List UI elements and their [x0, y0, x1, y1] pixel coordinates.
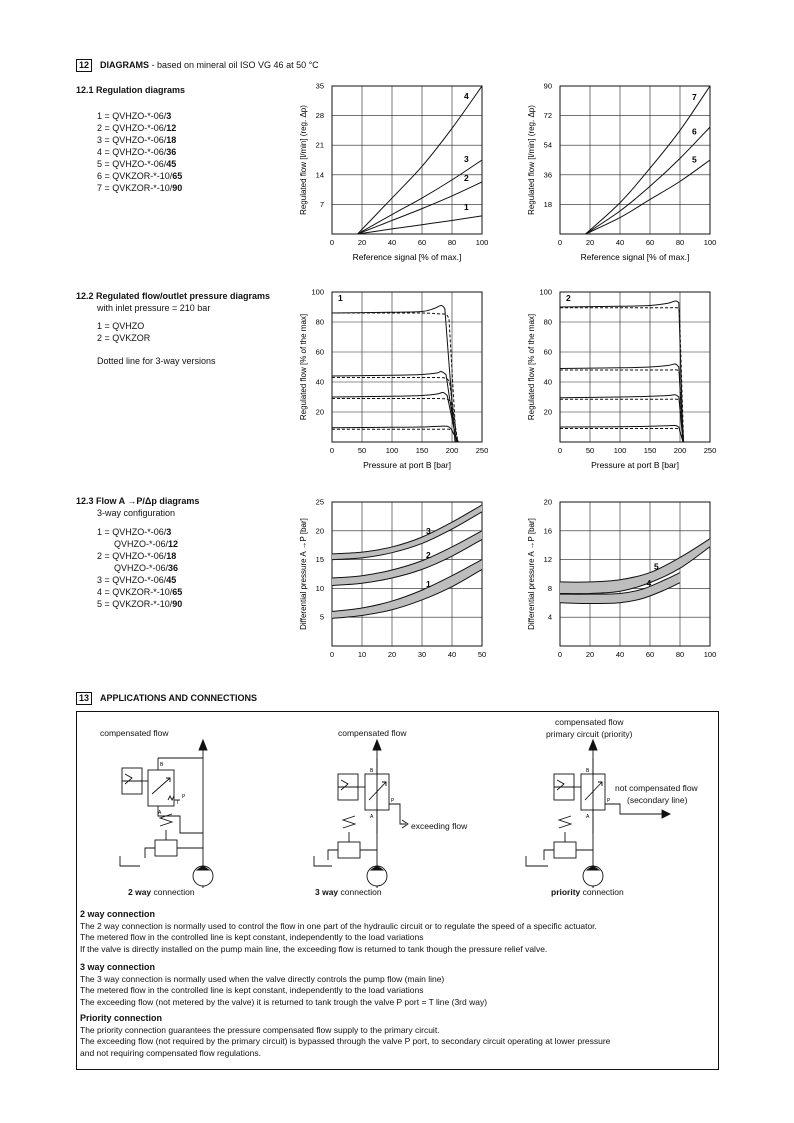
y-tick-label: 14: [315, 170, 324, 180]
x-tick-label: 20: [387, 650, 397, 659]
y-tick-label: 28: [315, 111, 324, 121]
schematic-label: exceeding flow: [411, 821, 468, 831]
caption-rest: connection: [580, 887, 624, 897]
schematic-label: compensated flow: [555, 717, 624, 727]
series-line: [560, 308, 684, 442]
series-line: [332, 429, 459, 442]
subsection-subline-12-2: with inlet pressure = 210 bar: [97, 303, 211, 313]
series-line: [332, 377, 457, 442]
x-axis-label: Pressure at port B [bar]: [363, 460, 451, 470]
series-line: [358, 160, 483, 234]
model-code: QVHZO-*-06/: [112, 111, 167, 121]
paragraph-line: and not requiring compensated flow regulations.: [80, 1047, 261, 1058]
y-tick-label: 4: [547, 612, 552, 622]
model-item: [97, 182, 182, 194]
port-label: B: [370, 768, 374, 774]
y-tick-label: 20: [315, 407, 324, 417]
band-label: 2: [426, 549, 431, 560]
y-axis-label: Regulated flow [% of the max]: [527, 313, 536, 421]
y-tick-label: 40: [543, 377, 552, 387]
y-tick-label: 8: [547, 583, 552, 593]
series-label: 1: [464, 202, 469, 213]
paragraph-line: The exceeding flow (not metered by the valve) it is returned to tank trough the valve P port = T line (3rd way): [80, 996, 488, 1007]
model-code: QVHZO-*-06/: [112, 123, 167, 133]
x-tick-label: 0: [329, 446, 335, 455]
x-tick-label: 40: [387, 238, 397, 247]
series-label: 3: [464, 153, 469, 164]
x-tick-label: 40: [615, 238, 625, 247]
model-code: QVKZOR-*-10/: [112, 183, 173, 193]
y-tick-label: 15: [315, 555, 324, 565]
x-tick-label: 0: [329, 650, 335, 659]
paragraph-line: If the valve is directly installed on the pump main line, the exceeding flow is returned to tank though the pressure relief valve.: [80, 943, 548, 954]
model-size: 3: [166, 527, 172, 537]
model-size: 65: [172, 587, 183, 597]
model-item: [97, 170, 182, 182]
y-tick-label: 80: [315, 317, 324, 327]
model-size: 45: [166, 575, 177, 585]
subsection-heading-12-2: 12.2 Regulated flow/outlet pressure diagrams: [76, 291, 271, 301]
series-line: [332, 426, 458, 442]
model-size: 12: [166, 123, 177, 133]
regulation-chart-small: [290, 78, 500, 268]
y-tick-label: 18: [543, 199, 552, 209]
model-item: [97, 526, 171, 538]
x-tick-label: 50: [357, 446, 367, 455]
x-tick-label: 250: [475, 446, 489, 455]
plot-area: [332, 306, 459, 443]
model-item: [97, 538, 178, 550]
paragraph-heading: Priority connection: [80, 1013, 163, 1023]
x-axis-label: Reference signal [% of max.]: [352, 252, 462, 262]
tank-symbol: [526, 856, 548, 866]
series-label: 5: [692, 154, 697, 165]
subsection-heading-12-1: 12.1 Regulation diagrams: [76, 85, 186, 95]
y-tick-label: 60: [315, 347, 324, 357]
x-tick-label: 30: [417, 650, 427, 659]
model-code: QVHZO-*-06/: [112, 147, 167, 157]
x-tick-label: 20: [585, 238, 595, 247]
series-line: [560, 364, 683, 442]
x-tick-label: 40: [615, 650, 625, 659]
y-tick-label: 25: [315, 497, 324, 507]
series-line: [332, 306, 455, 443]
model-index: 2 =: [97, 123, 113, 133]
paragraph-3-way: [80, 962, 714, 1008]
valve-body: [148, 770, 174, 806]
tank-symbol: [314, 856, 332, 866]
schematic-label: compensated flow: [100, 728, 169, 738]
model-code: QVHZO-*-06/: [114, 563, 169, 573]
model-code: QVHZO-*-06/: [112, 575, 167, 585]
schematic-label: primary circuit (priority): [546, 729, 633, 739]
plot-area: [560, 539, 710, 604]
model-index: 5 =: [97, 599, 113, 609]
port-label: T: [176, 800, 180, 806]
x-tick-label: 80: [447, 238, 457, 247]
chart-annotation: 2: [566, 293, 571, 303]
series-line: [560, 399, 684, 442]
y-tick-label: 80: [543, 317, 552, 327]
y-axis-label: Differential pressure A →P [bar]: [299, 518, 308, 630]
model-item: [97, 574, 176, 586]
section-number: 12: [76, 59, 92, 72]
schematic-label: (secondary line): [627, 795, 688, 805]
x-tick-label: 100: [613, 446, 627, 455]
model-item: [97, 586, 182, 598]
port-label: A: [370, 814, 374, 820]
y-tick-label: 16: [543, 526, 552, 536]
flow-arrow-up: [199, 740, 207, 750]
y-tick-label: 72: [543, 111, 552, 121]
paragraph-priority: [80, 1013, 714, 1059]
model-code: QVHZO-*-06/: [112, 527, 167, 537]
relief-valve: [338, 842, 360, 858]
y-tick-label: 100: [311, 287, 324, 297]
band-label: 5: [654, 561, 659, 572]
port-label: P: [182, 794, 186, 800]
schematic-label: not compensated flow: [615, 783, 698, 793]
relief-valve: [554, 842, 576, 858]
x-tick-label: 0: [329, 238, 335, 247]
paragraph-heading: 3 way connection: [80, 962, 156, 972]
plot-frame: [560, 502, 710, 646]
y-tick-label: 54: [543, 140, 552, 150]
y-tick-label: 5: [319, 612, 324, 622]
model-size: 18: [166, 135, 177, 145]
model-size: 45: [166, 159, 177, 169]
port-label: B: [160, 762, 164, 768]
series-label: 6: [692, 126, 697, 137]
model-index: 3 =: [97, 135, 113, 145]
y-tick-label: 100: [539, 287, 552, 297]
paragraph-2-way: [80, 909, 714, 955]
model-item: [97, 550, 176, 562]
chart-grid: [560, 502, 710, 646]
section-title-rest: - based on mineral oil ISO VG 46 at 50 °C: [149, 60, 319, 70]
x-tick-label: 0: [557, 446, 563, 455]
model-index: 3 =: [97, 575, 113, 585]
model-index: 4 =: [97, 147, 113, 157]
model-index: 1 =: [97, 111, 113, 121]
model-code: QVKZOR-*-10/: [112, 587, 173, 597]
flow-pressure-chart-qvkzor: [518, 284, 728, 476]
model-item: 2 = QVKZOR: [97, 333, 151, 343]
model-size: 90: [172, 183, 183, 193]
model-index: 6 =: [97, 171, 113, 181]
model-item: [97, 122, 176, 134]
model-index: 1 =: [97, 527, 113, 537]
chart-grid: [560, 86, 710, 234]
model-item: [97, 146, 176, 158]
dotted-line-note: Dotted line for 3-way versions: [97, 356, 216, 366]
model-size: 36: [166, 147, 177, 157]
subsection-heading-12-3: 12.3 Flow A →P/Δp diagrams: [76, 496, 200, 506]
plot-frame: [560, 86, 710, 234]
section-number: 13: [76, 692, 92, 705]
schematic-priority: [520, 738, 690, 888]
x-tick-label: 60: [645, 650, 655, 659]
x-axis-label: Reference signal [% of max.]: [580, 252, 690, 262]
paragraph-line: The metered flow in the controlled line is kept constant, independently to the load variations: [80, 985, 424, 996]
x-tick-label: 100: [475, 238, 489, 247]
series-line: [332, 392, 457, 442]
band-label: 4: [646, 578, 652, 589]
model-size: 65: [172, 171, 183, 181]
model-index: 7 =: [97, 183, 113, 193]
chart-grid: [332, 86, 482, 234]
plot-frame: [332, 86, 482, 234]
series-line: [332, 398, 458, 442]
section-title: APPLICATIONS AND CONNECTIONS: [100, 693, 258, 703]
model-size: 12: [168, 539, 179, 549]
chart-annotation: 1: [338, 293, 343, 303]
paragraph-line: The metered flow in the controlled line is kept constant, independently to the load variations: [80, 932, 424, 943]
x-tick-label: 100: [385, 446, 399, 455]
schematic-3-way: [310, 738, 420, 888]
y-tick-label: 20: [543, 407, 552, 417]
paragraph-heading: 2 way connection: [80, 909, 156, 919]
model-index: 2 =: [97, 551, 113, 561]
x-axis-label: Pressure at port B [bar]: [591, 460, 679, 470]
y-axis-label: Differential pressure A →P [bar]: [527, 518, 536, 630]
caption-rest: connection: [151, 887, 195, 897]
model-code: QVHZO-*-06/: [112, 551, 167, 561]
x-tick-label: 0: [557, 650, 563, 659]
y-tick-label: 20: [315, 526, 324, 536]
tank-symbol: [120, 856, 140, 866]
caption-bold: 2 way: [128, 887, 152, 897]
y-tick-label: 21: [315, 140, 324, 150]
model-size: 3: [166, 111, 172, 121]
y-axis-label: Regulated flow [l/min] (reg. Δp): [299, 105, 308, 215]
regulation-chart-large: [518, 78, 728, 268]
model-code: QVHZO-*-06/: [114, 539, 169, 549]
y-tick-label: 35: [315, 81, 324, 91]
x-tick-label: 80: [675, 650, 685, 659]
flow-pressure-chart-qvhzo: [290, 284, 500, 476]
band-label: 3: [426, 526, 431, 537]
y-tick-label: 36: [543, 170, 552, 180]
model-size: 90: [172, 599, 183, 609]
port-label: A: [586, 814, 590, 820]
port-label: A: [158, 810, 162, 816]
subsection-subline-12-3: 3-way configuration: [97, 508, 176, 518]
model-size: 36: [168, 563, 179, 573]
x-tick-label: 150: [415, 446, 429, 455]
band-label: 1: [426, 579, 431, 590]
y-tick-label: 40: [315, 377, 324, 387]
x-tick-label: 40: [447, 650, 457, 659]
series-line: [560, 425, 683, 442]
x-tick-label: 100: [703, 238, 717, 247]
x-tick-label: 100: [703, 650, 717, 659]
model-item: [97, 158, 176, 170]
y-tick-label: 7: [319, 199, 324, 209]
series-label: 4: [464, 91, 469, 102]
series-line: [560, 370, 684, 442]
differential-pressure-chart-large: [518, 494, 728, 668]
section-title-bold: DIAGRAMS: [100, 60, 149, 70]
series-label: 7: [692, 92, 697, 103]
x-tick-label: 20: [585, 650, 595, 659]
x-tick-label: 80: [675, 238, 685, 247]
caption-rest: connection: [338, 887, 382, 897]
model-size: 18: [166, 551, 177, 561]
model-code: QVHZO-*-06/: [112, 159, 167, 169]
port-label: P: [391, 798, 395, 804]
model-code: QVHZO-*-06/: [112, 135, 167, 145]
y-axis-label: Regulated flow [% of the max]: [299, 313, 308, 421]
model-code: QVKZOR-*-10/: [112, 599, 173, 609]
caption-bold: 3 way: [315, 887, 339, 897]
series-line: [358, 216, 483, 234]
x-tick-label: 50: [477, 650, 487, 659]
x-tick-label: 10: [357, 650, 367, 659]
port-label: B: [586, 768, 590, 774]
port-label: P: [607, 798, 611, 804]
caption-bold: priority: [551, 887, 581, 897]
x-tick-label: 20: [357, 238, 367, 247]
section-title: [100, 60, 319, 71]
x-tick-label: 200: [673, 446, 687, 455]
model-item: [97, 562, 178, 574]
series-line: [560, 395, 683, 442]
x-tick-label: 60: [417, 238, 427, 247]
plot-frame: [332, 292, 482, 442]
y-tick-label: 90: [543, 81, 552, 91]
x-tick-label: 200: [445, 446, 459, 455]
x-tick-label: 250: [703, 446, 717, 455]
model-index: 4 =: [97, 587, 113, 597]
model-item: [97, 134, 176, 146]
model-item: [97, 110, 171, 122]
x-tick-label: 150: [643, 446, 657, 455]
y-tick-label: 20: [543, 497, 552, 507]
model-item: [97, 598, 182, 610]
differential-pressure-chart-small: [290, 494, 500, 668]
series-label: 2: [464, 172, 469, 183]
band-fill: [560, 539, 710, 594]
schematic-label: compensated flow: [338, 728, 407, 738]
y-axis-label: Regulated flow [l/min] (reg. Δp): [527, 105, 536, 215]
paragraph-line: The 2 way connection is normally used to control the flow in one part of the hydraulic circuit or to regulate the speed of a specific actuator.: [80, 920, 597, 931]
paragraph-line: The exceeding flow (not required by the primary circuit) is bypassed through the valve P port, to secondary circuit operating at lower pressure: [80, 1036, 611, 1047]
y-tick-label: 10: [315, 583, 324, 593]
model-index: 5 =: [97, 159, 113, 169]
y-tick-label: 12: [543, 555, 552, 565]
plot-area: [332, 505, 482, 618]
chart-grid: [332, 292, 482, 442]
x-tick-label: 60: [645, 238, 655, 247]
x-tick-label: 50: [585, 446, 595, 455]
model-code: QVKZOR-*-10/: [112, 171, 173, 181]
schematic-2-way: [100, 738, 220, 888]
relief-valve: [155, 840, 177, 856]
x-tick-label: 0: [557, 238, 563, 247]
model-item: 1 = QVHZO: [97, 321, 145, 331]
paragraph-line: The priority connection guarantees the pressure compensated flow supply to the primary circuit.: [80, 1024, 440, 1035]
y-tick-label: 60: [543, 347, 552, 357]
paragraph-line: The 3 way connection is normally used when the valve directly controls the pump flow (main line): [80, 973, 445, 984]
series-line: [560, 428, 684, 442]
